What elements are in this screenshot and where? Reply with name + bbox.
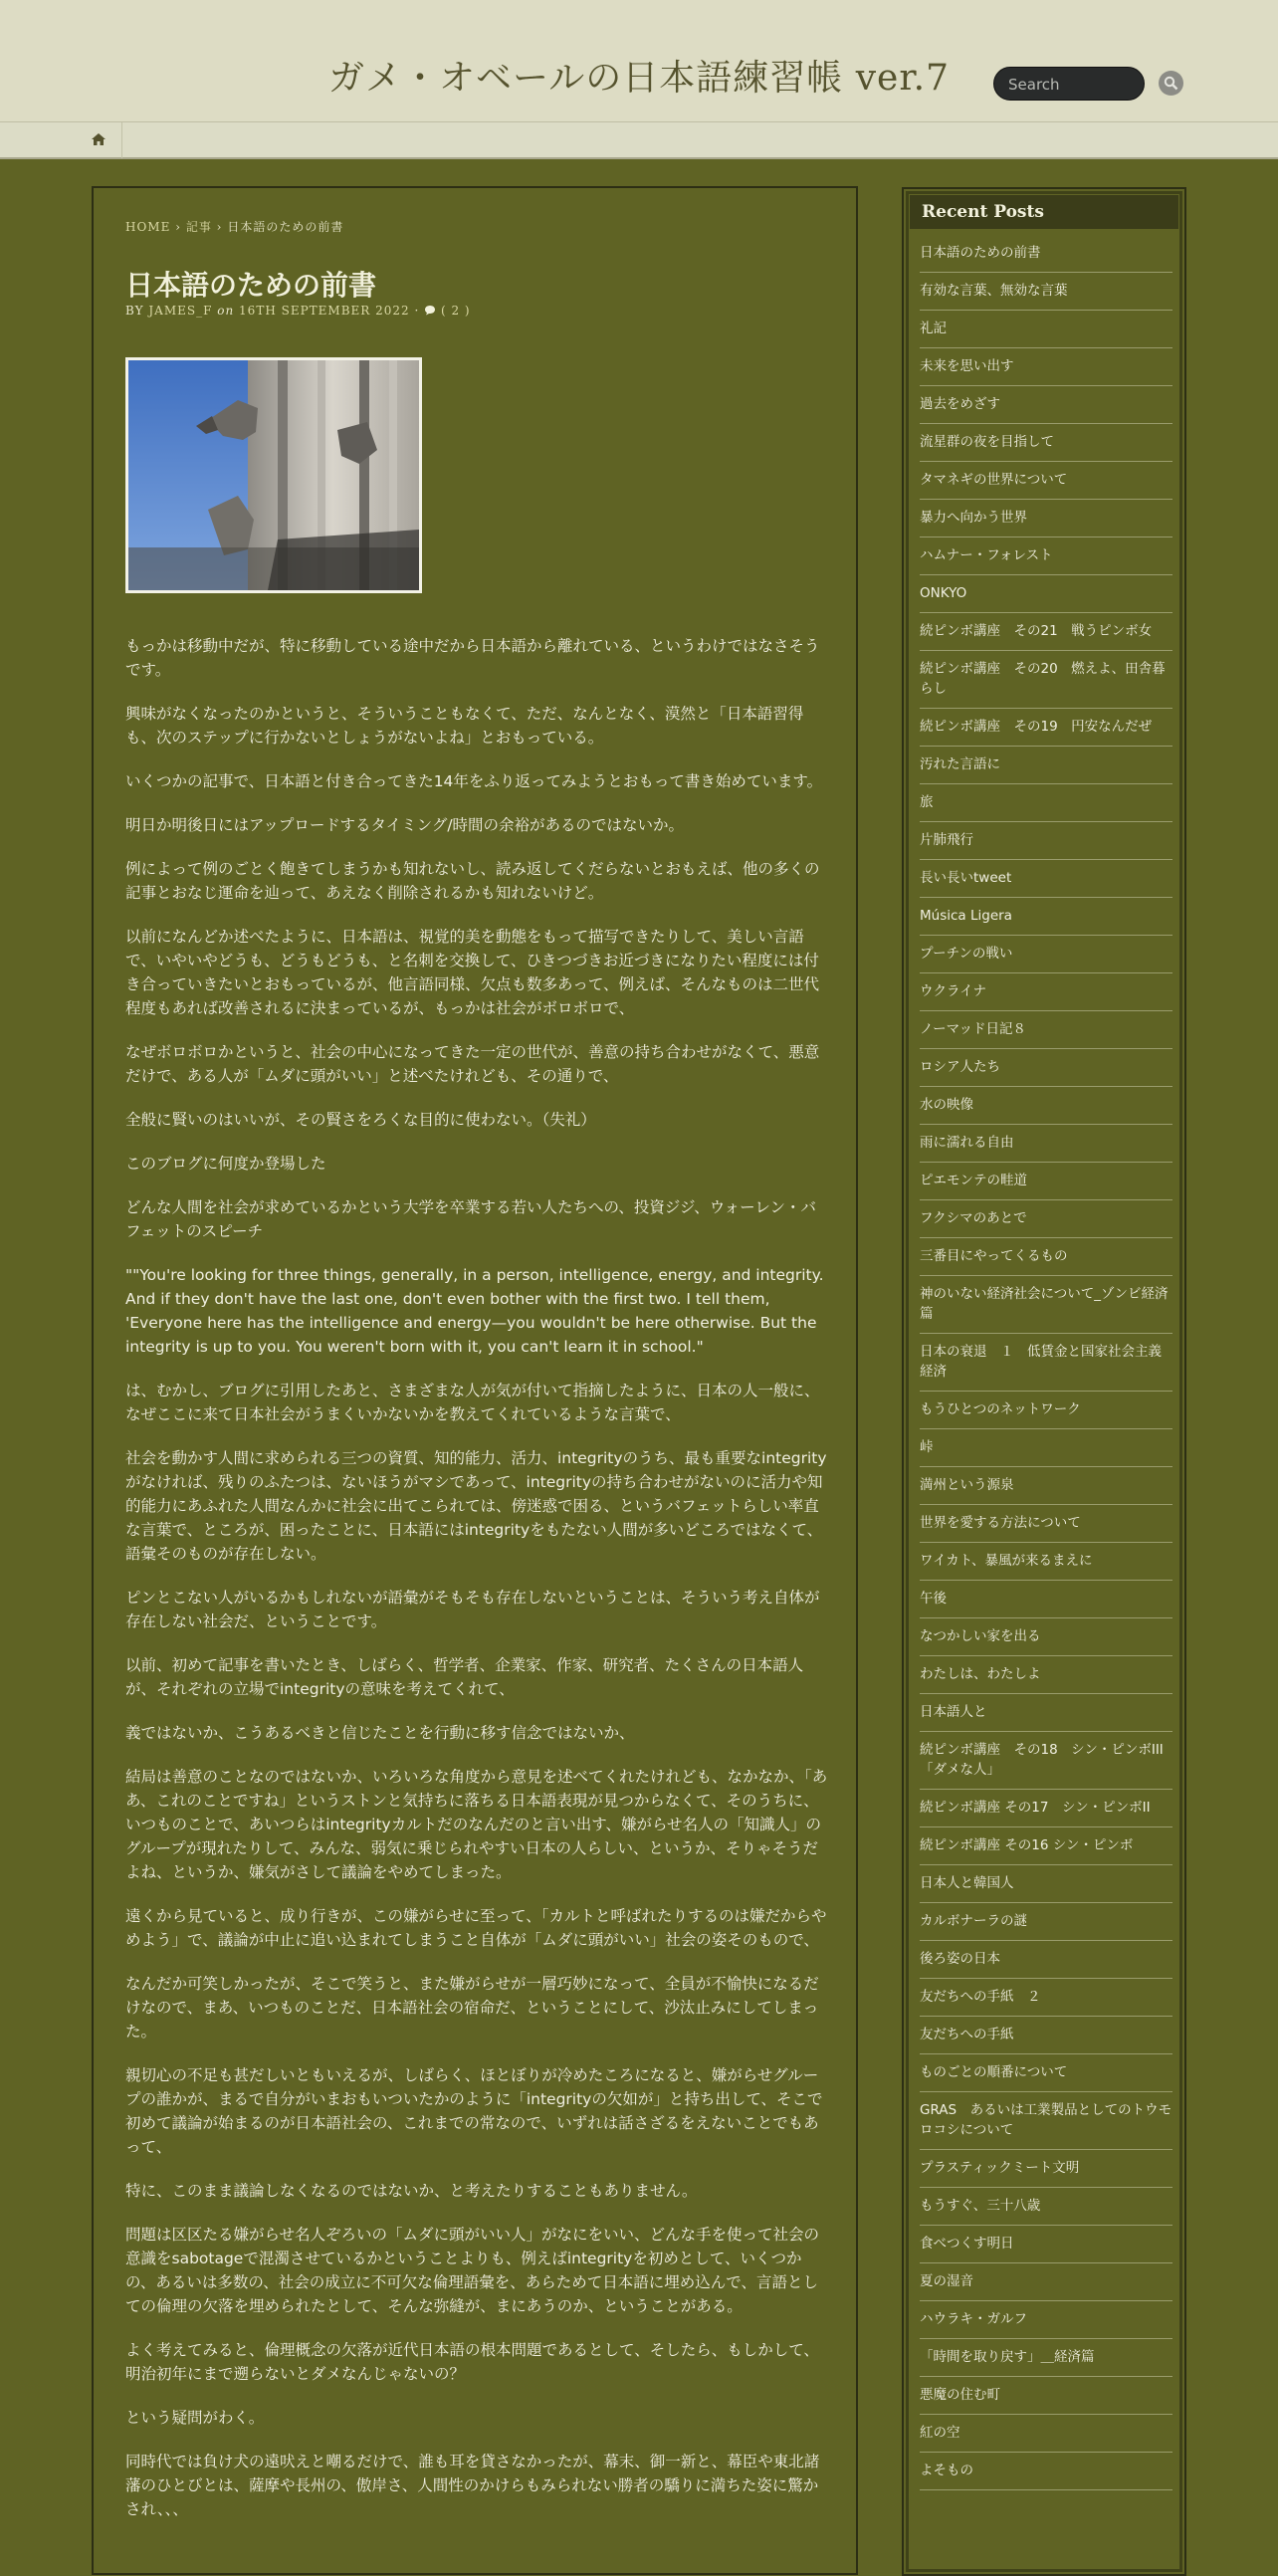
comment-count[interactable]: ( 2 ) xyxy=(440,304,471,318)
recent-post-link[interactable]: 神のいない経済社会について_ゾンビ経済篇 xyxy=(920,1276,1172,1334)
recent-post-link[interactable]: 食べつくす明日 xyxy=(920,2226,1172,2263)
recent-post-link[interactable]: プーチンの戦い xyxy=(920,936,1172,973)
recent-post-link[interactable]: 世界を愛する方法について xyxy=(920,1505,1172,1543)
post-paragraph: もっかは移動中だが、特に移動している途中だから日本語から離れている、というわけではなさそうです。 xyxy=(125,637,820,679)
post-meta xyxy=(125,304,471,318)
search-button[interactable] xyxy=(1159,71,1183,96)
post-paragraph: よく考えてみると、倫理概念の欠落が近代日本語の根本問題であるとして、そしたら、もしかして、明治初年にまで遡らないとダメなんじゃないの？ xyxy=(125,2341,819,2383)
recent-post-link[interactable]: 満州という源泉 xyxy=(920,1467,1172,1505)
recent-post-link[interactable]: 続ピンボ講座 その19 円安なんだぜ xyxy=(920,709,1172,747)
recent-post-link[interactable]: ワイカト、暴風が来るまえに xyxy=(920,1543,1172,1581)
post-paragraph: 遠くから見ていると、成り行きが、この嫌がらせに至って、「カルトと呼ばれたりするのは嫌だからやめよう」で、議論が中止に追い込まれてしまうこと自体が「ムダに頭がいい」社会の姿そのもので、 xyxy=(125,1907,827,1949)
post-date[interactable]: 16TH SEPTEMBER 2022 xyxy=(239,304,410,318)
breadcrumb-home[interactable]: HOME xyxy=(125,220,171,234)
site-header xyxy=(0,0,1278,121)
recent-post-link[interactable]: プラスティックミート文明 xyxy=(920,2150,1172,2188)
recent-post-link[interactable]: なつかしい家を出る xyxy=(920,1618,1172,1656)
recent-post-link[interactable]: 礼記 xyxy=(920,311,1172,348)
post-paragraph: ピンとこない人がいるかもしれないが語彙がそもそも存在しないということは、そういう考え自体が存在しない社会だ、ということです。 xyxy=(125,1589,820,1630)
post-featured-image[interactable] xyxy=(125,357,422,593)
recent-post-link[interactable]: よそもの xyxy=(920,2453,1172,2490)
breadcrumb-separator: › xyxy=(175,220,181,234)
recent-post-link[interactable]: ONKYO xyxy=(920,575,1172,613)
search-input[interactable]: Search xyxy=(993,67,1145,101)
recent-post-link[interactable]: ウクライナ xyxy=(920,973,1172,1011)
post-paragraph: 親切心の不足も甚だしいともいえるが、しばらく、ほとぼりが冷めたころになると、嫌がらせグループの誰かが、まるで自分がいまおもいついたかのように「integrityの欠如が」と持ち出して、そこで初めて議論が始まるのが日本語社会の、これまでの常なので、いずれは話さざるをえないことでもあって、 xyxy=(125,2066,823,2156)
home-icon xyxy=(91,132,106,146)
post-paragraph: 同時代では負け犬の遠吠えと嘲るだけで、誰も耳を貸さなかったが、幕末、御一新と、幕臣や東北諸藩のひとびとは、薩摩や長州の、傲岸さ、人間性のかけらもみられない勝者の驕りに満ちた姿に驚かされ、、、 xyxy=(125,2453,820,2518)
recent-post-link[interactable]: ピエモンテの畦道 xyxy=(920,1163,1172,1200)
breadcrumb xyxy=(125,218,343,235)
post-paragraph: という疑問がわく。 xyxy=(125,2409,265,2427)
recent-post-link[interactable]: 汚れた言語に xyxy=(920,747,1172,784)
recent-post-link[interactable]: 続ピンボ講座 その18 シン・ピンボIII「ダメな人」 xyxy=(920,1732,1172,1790)
post-paragraph: 特に、このまま議論しなくなるのではないか、と考えたりすることもありません。 xyxy=(125,2182,698,2200)
recent-post-link[interactable]: 暴力へ向かう世界 xyxy=(920,500,1172,537)
recent-post-link[interactable]: 紅の空 xyxy=(920,2415,1172,2453)
recent-post-link[interactable]: 日本人と韓国人 xyxy=(920,1865,1172,1903)
meta-on: on xyxy=(217,304,235,318)
recent-post-link[interactable]: 夏の湿音 xyxy=(920,2263,1172,2301)
recent-post-link[interactable]: 峠 xyxy=(920,1429,1172,1467)
recent-post-link[interactable]: フクシマのあとで xyxy=(920,1200,1172,1238)
recent-post-link[interactable]: Música Ligera xyxy=(920,898,1172,936)
sidebar-heading: Recent Posts xyxy=(910,195,1178,229)
post-paragraph: 以前、初めて記事を書いたとき、しばらく、哲学者、企業家、作家、研究者、たくさんの日本語人が、それぞれの立場でintegrityの意味を考えてくれて、 xyxy=(125,1656,804,1698)
recent-post-link[interactable]: 雨に濡れる自由 xyxy=(920,1125,1172,1163)
post-title: 日本語のための前書 xyxy=(125,269,377,302)
recent-post-link[interactable]: 続ピンボ講座 その16 シン・ピンボ xyxy=(920,1827,1172,1865)
comment-icon xyxy=(424,305,436,316)
recent-post-link[interactable]: 日本語人と xyxy=(920,1694,1172,1732)
cathedral-gargoyle-image xyxy=(128,360,419,590)
nav-home-button[interactable] xyxy=(76,122,122,158)
post-author[interactable]: JAMES_F xyxy=(148,304,213,318)
post-paragraph: ""You're looking for three things, generally, in a person, intelligence, energy, and integrity. And if they don't have the last one, don't even bother with the first two. I tell them, 'Everyone here has the intelligence and energy—you wouldn't be here otherwise. But the integrity is up to you. You weren't born with it, you can't learn it in school." xyxy=(125,1266,824,1356)
post-paragraph: 以前になんどか述べたように、日本語は、視覚的美を動態をもって描写できたりして、美しい言語で、いやいやどうも、どうもどうも、と名刺を交換して、ひきつづきお近づきになりたい程度には付き合っていきたいとおもっているが、他言語同様、欠点も数多あって、例えば、そんなものは二世代程度もあれば改善されるに決まっているが、もっかは社会がボロボロで、 xyxy=(125,928,820,1017)
post-paragraph: は、むかし、ブログに引用したあと、さまざまな人が気が付いて指摘したように、日本の人一般に、なぜここに来て日本社会がうまくいかないかを教えてくれているような言葉で、 xyxy=(125,1382,820,1423)
recent-post-link[interactable]: わたしは、わたしよ xyxy=(920,1656,1172,1694)
recent-post-link[interactable]: 後ろ姿の日本 xyxy=(920,1941,1172,1979)
breadcrumb-category[interactable]: 記事 xyxy=(185,220,212,234)
search-icon xyxy=(1164,76,1178,91)
recent-post-link[interactable]: タマネギの世界について xyxy=(920,462,1172,500)
recent-post-link[interactable]: 続ピンボ講座 その17 シン・ピンボII xyxy=(920,1790,1172,1827)
meta-by: BY xyxy=(125,304,144,318)
recent-post-link[interactable]: 長い長いtweet xyxy=(920,860,1172,898)
recent-post-link[interactable]: 日本語のための前書 xyxy=(920,235,1172,273)
recent-post-link[interactable]: 流星群の夜を目指して xyxy=(920,424,1172,462)
recent-post-link[interactable]: ロシア人たち xyxy=(920,1049,1172,1087)
breadcrumb-separator: › xyxy=(216,220,223,234)
recent-post-link[interactable]: 友だちへの手紙 xyxy=(920,2017,1172,2054)
recent-post-link[interactable]: もうすぐ、三十八歳 xyxy=(920,2188,1172,2226)
recent-post-link[interactable]: 三番目にやってくるもの xyxy=(920,1238,1172,1276)
recent-post-link[interactable]: ものごとの順番について xyxy=(920,2054,1172,2092)
recent-post-link[interactable]: もうひとつのネットワーク xyxy=(920,1392,1172,1429)
recent-post-link[interactable]: GRAS あるいは工業製品としてのトウモロコシについて xyxy=(920,2092,1172,2150)
recent-post-link[interactable]: 有効な言葉、無効な言葉 xyxy=(920,273,1172,311)
recent-posts-list xyxy=(920,235,1172,2490)
recent-post-link[interactable]: 午後 xyxy=(920,1581,1172,1618)
post-paragraph: 結局は善意のことなのではないか、いろいろな角度から意見を述べてくれたけれども、なかなか、「ああ、これのことですね」というストンと気持ちに落ちる日本語表現が見つからなくて、そのうちに、いつものことで、あいつらはintegrityカルトだのなんだのと言い出す、嫌がらせ名人の「知識人」のグループが現れたりして、みんな、弱気に乗じられやすい日本の人らしい、というか、そりゃそうだよね、というか、嫌気がさして議論をやめてしまった。 xyxy=(125,1768,828,1881)
post-paragraph: いくつかの記事で、日本語と付き合ってきた14年をふり返ってみようとおもって書き始めています。 xyxy=(125,772,823,790)
recent-post-link[interactable]: 水の映像 xyxy=(920,1087,1172,1125)
recent-post-link[interactable]: ハウラキ・ガルフ xyxy=(920,2301,1172,2339)
recent-post-link[interactable]: 旅 xyxy=(920,784,1172,822)
recent-post-link[interactable]: 友だちへの手紙 ２ xyxy=(920,1979,1172,2017)
recent-post-link[interactable]: 続ピンボ講座 その21 戦うピンボ女 xyxy=(920,613,1172,651)
post-paragraph: どんな人間を社会が求めているかという大学を卒業する若い人たちへの、投資ジジ、ウォーレン・バフェットのスピーチ xyxy=(125,1198,816,1240)
recent-post-link[interactable]: ハムナー・フォレスト xyxy=(920,537,1172,575)
site-title[interactable]: ガメ・オベールの日本語練習帳 ver.7 xyxy=(328,58,950,99)
main-content xyxy=(92,186,858,2575)
recent-post-link[interactable]: ノーマッド日記８ xyxy=(920,1011,1172,1049)
meta-dot: · xyxy=(414,304,420,318)
post-paragraph: 全般に賢いのはいいが、その賢さをろくな目的に使わない。（失礼） xyxy=(125,1111,596,1129)
post-paragraph: 義ではないか、こうあるべきと信じたことを行動に移す信念ではないか、 xyxy=(125,1724,635,1742)
main-nav xyxy=(0,121,1278,159)
recent-post-link[interactable]: 未来を思い出す xyxy=(920,348,1172,386)
post-paragraph: 社会を動かす人間に求められる三つの資質、知的能力、活力、integrityのうち、最も重要なintegrityがなければ、残りのふたつは、ないほうがマシであって、integrityの持ち合わせがないのに活力や知的能力にあふれた人間なんかに社会に出てこられては、傍迷惑で困る、というバフェットらしい率直な言葉で、ところが、困ったことに、日本語にはintegrityをもたない人間が多いどころではなくて、語彙そのものが存在しない。 xyxy=(125,1449,827,1563)
recent-post-link[interactable]: 続ピンボ講座 その20 燃えよ、田舎暮らし xyxy=(920,651,1172,709)
post-paragraph: なぜボロボロかというと、社会の中心になってきた一定の世代が、善意の持ち合わせがなくて、悪意だけで、ある人が「ムダに頭がいい」と述べたけれども、その通りで、 xyxy=(125,1043,820,1085)
post-body xyxy=(125,634,828,2541)
recent-post-link[interactable]: 片肺飛行 xyxy=(920,822,1172,860)
post-paragraph: 興味がなくなったのかというと、そういうこともなくて、ただ、なんとなく、漠然と「日本語習得も、次のステップに行かないとしょうがないよね」とおもっている。 xyxy=(125,705,804,747)
sidebar-recent-posts xyxy=(902,187,1186,2576)
recent-post-link[interactable]: 悪魔の住む町 xyxy=(920,2377,1172,2415)
post-paragraph: 明日か明後日にはアップロードするタイミング/時間の余裕があるのではないか。 xyxy=(125,816,685,834)
recent-post-link[interactable]: 日本の衰退 １ 低賃金と国家社会主義経済 xyxy=(920,1334,1172,1392)
post-paragraph: 例によって例のごとく飽きてしまうかも知れないし、読み返してくだらないとおもえば、他の多くの記事とおなじ運命を辿って、あえなく削除されるかも知れないけど。 xyxy=(125,860,820,902)
post-paragraph: 問題は区区たる嫌がらせ名人ぞろいの「ムダに頭がいい人」がなにをいい、どんな手を使って社会の意識をsabotageで混濁させているかということよりも、例えばintegrityを初めとして、いくつかの、あるいは多数の、社会の成立に不可欠な倫理語彙を、あらためて日本語に埋め込んで、言語としての倫理の欠落を埋められたとして、そんな弥縫が、まにあうのか、ということがある。 xyxy=(125,2226,820,2315)
breadcrumb-current: 日本語のための前書 xyxy=(227,220,344,234)
recent-post-link[interactable]: カルボナーラの謎 xyxy=(920,1903,1172,1941)
post-paragraph: このブログに何度か登場した xyxy=(125,1155,326,1173)
post-paragraph: なんだか可笑しかったが、そこで笑うと、また嫌がらせが一層巧妙になって、全員が不愉快になるだけなので、まあ、いつものことだ、日本語社会の宿命だ、ということにして、沙汰止みにしてしまった。 xyxy=(125,1975,819,2040)
recent-post-link[interactable]: 過去をめざす xyxy=(920,386,1172,424)
recent-post-link[interactable]: 「時間を取り戻す」＿経済篇 xyxy=(920,2339,1172,2377)
